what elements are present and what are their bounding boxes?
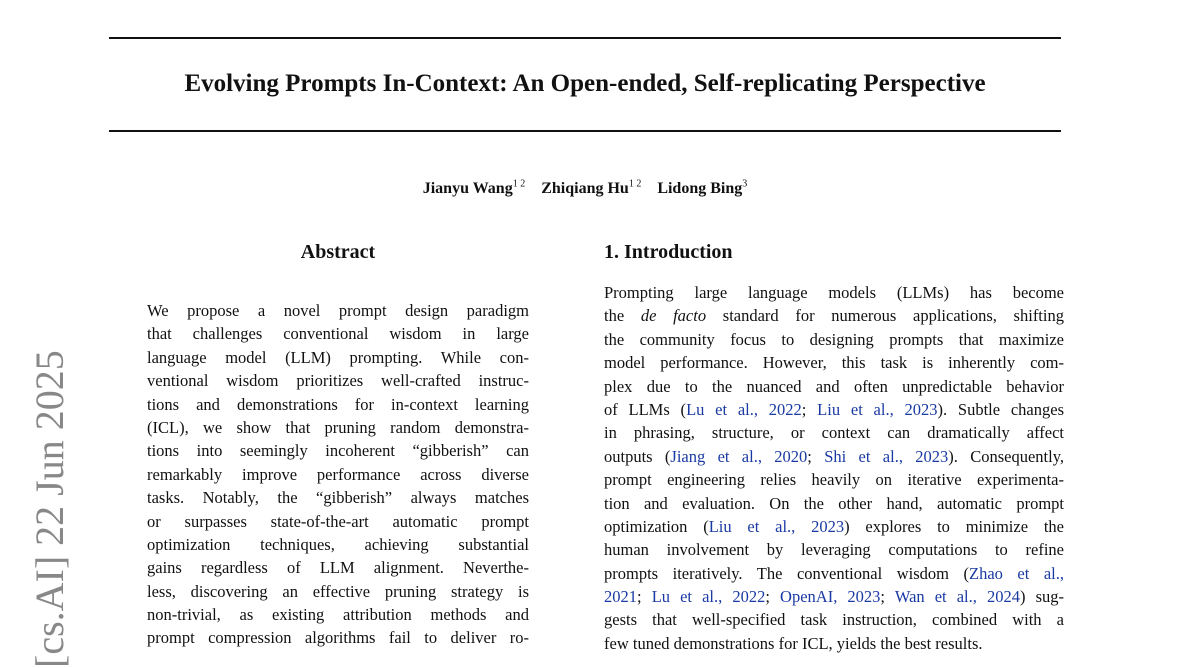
abstract-line: language model (LLM) prompting. While con- bbox=[147, 347, 529, 367]
text-run: ) explores to minimize the bbox=[844, 516, 1064, 536]
citation-link[interactable]: Liu et al., 2023 bbox=[708, 516, 845, 536]
author-affiliation: 3 bbox=[742, 179, 748, 190]
introduction-heading: 1. Introduction bbox=[604, 241, 733, 263]
intro-line: Prompting large language models (LLMs) has become bbox=[604, 283, 1064, 302]
citation-link[interactable]: Jiang et al., 2020 bbox=[670, 446, 808, 466]
text-run: ; bbox=[807, 446, 825, 466]
abstract-line: optimization techniques, achieving substantial bbox=[147, 534, 529, 554]
abstract-line: tions and demonstrations for in-context learning bbox=[147, 394, 529, 414]
abstract-line: non-trivial, as existing attribution methods and bbox=[147, 605, 529, 625]
author-affiliation: 1 2 bbox=[628, 179, 642, 190]
text-run: prompts iteratively. The conventional wisdom ( bbox=[604, 563, 969, 583]
intro-line: tion and evaluation. On the other hand, automatic prompt bbox=[604, 493, 1064, 513]
author-3 bbox=[657, 180, 747, 197]
citation-link[interactable]: OpenAI, 2023 bbox=[780, 587, 881, 607]
abstract-line: less, discovering an effective pruning strategy is bbox=[147, 581, 529, 601]
text-run: standard for numerous applications, shifting bbox=[706, 306, 1064, 326]
author-2 bbox=[541, 180, 641, 197]
text-run: ) sug- bbox=[1019, 587, 1064, 607]
intro-line bbox=[604, 304, 1064, 327]
author-1 bbox=[423, 180, 525, 197]
text-run: ). Consequently, bbox=[948, 446, 1065, 466]
abstract-line: tasks. Notably, the “gibberish” always matches bbox=[147, 488, 529, 508]
text-run: optimization ( bbox=[604, 516, 709, 536]
intro-line: prompt engineering relies heavily on iterative experimenta- bbox=[604, 470, 1064, 490]
abstract-line: tions into seemingly incoherent “gibberish” can bbox=[147, 441, 529, 461]
text-run: of LLMs ( bbox=[604, 399, 687, 419]
intro-line: model performance. However, this task is inherently com- bbox=[604, 353, 1064, 373]
citation-link[interactable]: Shi et al., 2023 bbox=[824, 446, 949, 466]
abstract-line: ventional wisdom prioritizes well-crafted instruc- bbox=[147, 371, 529, 391]
text-run: ; bbox=[880, 587, 895, 607]
intro-line: human involvement by leveraging computations to refine bbox=[604, 540, 1064, 560]
abstract-line: remarkably improve performance across diverse bbox=[147, 464, 529, 484]
abstract-line: We propose a novel prompt design paradigm bbox=[147, 301, 529, 320]
abstract-body bbox=[147, 299, 529, 650]
text-run: ). Subtle changes bbox=[937, 399, 1064, 419]
author-name: Zhiqiang Hu bbox=[541, 180, 629, 198]
intro-line bbox=[604, 585, 1064, 608]
text-run: outputs ( bbox=[604, 446, 671, 466]
author-name: Lidong Bing bbox=[657, 180, 743, 198]
top-rule bbox=[109, 37, 1061, 39]
intro-line: in phrasing, structure, or context can dramatically affect bbox=[604, 423, 1064, 443]
abstract-line: (ICL), we show that pruning random demonstra- bbox=[147, 417, 529, 437]
citation-link[interactable]: Wan et al., 2024 bbox=[894, 587, 1020, 607]
intro-line: the community focus to designing prompts that maximize bbox=[604, 329, 1064, 349]
abstract-heading: Abstract bbox=[300, 241, 376, 263]
text-run: ; bbox=[765, 587, 781, 607]
bottom-rule bbox=[109, 130, 1061, 132]
intro-line bbox=[604, 515, 1064, 538]
text-run: ; bbox=[801, 399, 818, 419]
intro-line: plex due to the nuanced and often unpredictable behavior bbox=[604, 376, 1064, 396]
citation-link[interactable]: Zhao et al., bbox=[968, 563, 1065, 583]
author-list bbox=[109, 174, 1061, 200]
abstract-line: gains regardless of LLM alignment. Neverthe- bbox=[147, 558, 529, 578]
arxiv-stamp: [cs.AI] 22 Jun 2025 bbox=[27, 350, 72, 668]
intro-line: few tuned demonstrations for ICL, yields the best results. bbox=[604, 633, 983, 653]
intro-line bbox=[604, 445, 1064, 468]
emphasis-text: de facto bbox=[640, 306, 707, 326]
citation-link[interactable]: 2021 bbox=[604, 587, 637, 607]
abstract-line: that challenges conventional wisdom in large bbox=[147, 324, 529, 344]
citation-link[interactable]: Liu et al., 2023 bbox=[817, 399, 938, 419]
introduction-body bbox=[604, 281, 1064, 655]
citation-link[interactable]: Lu et al., 2022 bbox=[686, 399, 802, 419]
intro-line bbox=[604, 562, 1064, 585]
author-affiliation: 1 2 bbox=[512, 179, 526, 190]
text-run: ; bbox=[637, 587, 652, 607]
abstract-line: prompt compression algorithms fail to deliver ro- bbox=[147, 628, 529, 648]
intro-line: gests that well-specified task instruction, combined with a bbox=[604, 610, 1064, 630]
paper-title: Evolving Prompts In-Context: An Open-ended, Self-replicating Perspective bbox=[184, 70, 986, 97]
intro-line bbox=[604, 398, 1064, 421]
citation-link[interactable]: Lu et al., 2022 bbox=[651, 587, 766, 607]
text-run: the bbox=[604, 306, 641, 326]
author-name: Jianyu Wang bbox=[422, 180, 513, 198]
abstract-line: or surpasses state-of-the-art automatic prompt bbox=[147, 511, 529, 531]
